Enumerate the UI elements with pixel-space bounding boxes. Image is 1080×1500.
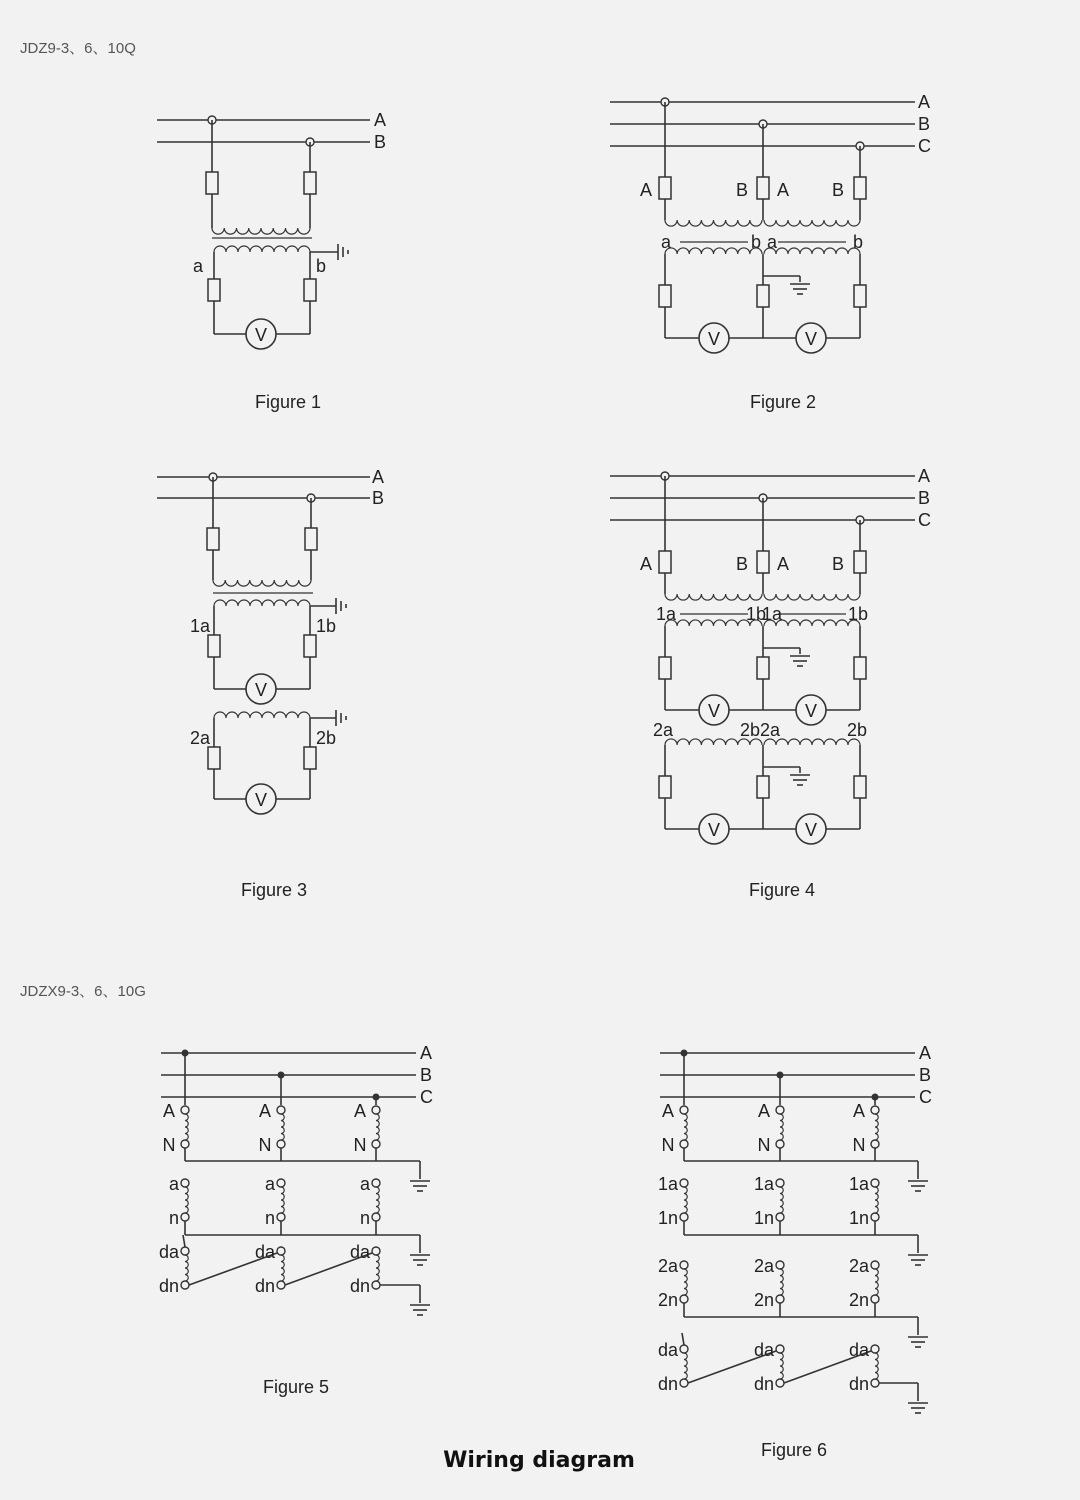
- voltmeter-label: V: [707, 701, 721, 721]
- terminal-dot: [871, 1345, 879, 1353]
- terminal-label: dn: [848, 1374, 869, 1394]
- winding-coil: [185, 1255, 188, 1281]
- terminal-label: B: [831, 180, 845, 200]
- terminal-label: A: [852, 1101, 866, 1121]
- section-model-1: JDZ9-3、6、10Q: [20, 40, 136, 57]
- terminal-label: da: [158, 1242, 179, 1262]
- fuse-icon: [757, 776, 769, 798]
- voltmeter-label: V: [804, 701, 818, 721]
- terminal-dot: [680, 1261, 688, 1269]
- terminal-dot: [277, 1247, 285, 1255]
- bus-label: B: [918, 114, 931, 134]
- winding-coil: [214, 246, 310, 252]
- terminal-dot: [776, 1213, 784, 1221]
- terminal-label: A: [162, 1101, 176, 1121]
- terminal-label: N: [852, 1135, 866, 1155]
- terminal-label: 2n: [848, 1290, 869, 1310]
- wire: [682, 1333, 684, 1345]
- terminal-dot: [871, 1213, 879, 1221]
- fuse-icon: [304, 635, 316, 657]
- winding-coil: [212, 228, 310, 234]
- fuse-icon: [208, 279, 220, 301]
- terminal-dot: [680, 1379, 688, 1387]
- bus-label: A: [919, 1043, 932, 1063]
- fuse-icon: [206, 172, 218, 194]
- winding-coil: [780, 1353, 783, 1379]
- winding-coil: [281, 1255, 284, 1281]
- winding-coil: [764, 220, 860, 226]
- terminal-label: N: [258, 1135, 272, 1155]
- terminal-label: 2a: [652, 720, 674, 740]
- fuse-icon: [854, 285, 866, 307]
- winding-coil: [185, 1114, 188, 1140]
- fuse-icon: [208, 635, 220, 657]
- terminal-label: 2a: [848, 1256, 869, 1276]
- terminal-dot: [871, 1179, 879, 1187]
- winding-coil: [780, 1187, 783, 1213]
- fuse-icon: [208, 747, 220, 769]
- figure-4: [610, 466, 931, 844]
- terminal-label: 1a: [753, 1174, 774, 1194]
- terminal-dot: [277, 1106, 285, 1114]
- bus-label: C: [918, 510, 931, 530]
- terminal-label: A: [639, 554, 653, 574]
- terminal-label: 1a: [189, 616, 211, 636]
- fuse-icon: [304, 172, 316, 194]
- terminal-label: 1b: [315, 616, 337, 636]
- terminal-dot: [372, 1247, 380, 1255]
- terminal-dot: [871, 1295, 879, 1303]
- fuse-icon: [659, 177, 671, 199]
- terminal-label: 2a: [189, 728, 211, 748]
- terminal-label: 1b: [745, 604, 767, 624]
- terminal-dot: [776, 1106, 784, 1114]
- fuse-icon: [757, 177, 769, 199]
- bus-label: B: [372, 488, 385, 508]
- terminal-label: A: [258, 1101, 272, 1121]
- terminal-label: 1n: [753, 1208, 774, 1228]
- terminal-label: n: [168, 1208, 179, 1228]
- terminal-label: da: [848, 1340, 869, 1360]
- winding-coil: [376, 1114, 379, 1140]
- bus-label: C: [919, 1087, 932, 1107]
- terminal-label: 2a: [759, 720, 781, 740]
- bus-label: B: [420, 1065, 433, 1085]
- terminal-label: a: [192, 256, 204, 276]
- winding-coil: [665, 594, 762, 600]
- terminal-label: A: [661, 1101, 675, 1121]
- terminal-label: b: [852, 232, 864, 252]
- fuse-icon: [757, 551, 769, 573]
- winding-coil: [281, 1187, 284, 1213]
- fuse-icon: [659, 776, 671, 798]
- figure-1: [157, 110, 386, 349]
- terminal-dot: [181, 1247, 189, 1255]
- terminal-dot: [776, 1140, 784, 1148]
- figure-3: [157, 467, 384, 814]
- terminal-label: dn: [753, 1374, 774, 1394]
- terminal-label: B: [735, 554, 749, 574]
- figure-2-caption: Figure 2: [749, 392, 817, 412]
- terminal-dot: [680, 1295, 688, 1303]
- bus-label: A: [374, 110, 387, 130]
- terminal-dot: [776, 1261, 784, 1269]
- terminal-dot: [372, 1213, 380, 1221]
- winding-coil: [875, 1114, 878, 1140]
- winding-coil: [281, 1114, 284, 1140]
- fuse-icon: [659, 657, 671, 679]
- terminal-label: N: [353, 1135, 367, 1155]
- terminal-dot: [680, 1345, 688, 1353]
- fuse-icon: [757, 657, 769, 679]
- terminal-dot: [871, 1261, 879, 1269]
- terminal-dot: [372, 1140, 380, 1148]
- terminal-label: da: [657, 1340, 678, 1360]
- terminal-label: N: [757, 1135, 771, 1155]
- bus-label: B: [918, 488, 931, 508]
- terminal-dot: [776, 1379, 784, 1387]
- terminal-label: A: [757, 1101, 771, 1121]
- terminal-dot: [372, 1179, 380, 1187]
- terminal-dot: [277, 1140, 285, 1148]
- voltmeter-label: V: [254, 680, 268, 700]
- fuse-icon: [304, 279, 316, 301]
- terminal-dot: [680, 1106, 688, 1114]
- winding-coil: [684, 1114, 687, 1140]
- terminal-label: 2b: [739, 720, 761, 740]
- page-title: Wiring diagram: [443, 1448, 635, 1473]
- terminal-dot: [680, 1213, 688, 1221]
- terminal-dot: [776, 1295, 784, 1303]
- terminal-label: b: [750, 232, 762, 252]
- terminal-label: 1a: [655, 604, 677, 624]
- terminal-dot: [776, 1179, 784, 1187]
- winding-coil: [684, 1269, 687, 1295]
- winding-coil: [780, 1269, 783, 1295]
- winding-coil: [684, 1187, 687, 1213]
- voltmeter-label: V: [707, 329, 721, 349]
- figure-4-caption: Figure 4: [748, 880, 816, 900]
- winding-coil: [376, 1187, 379, 1213]
- winding-coil: [875, 1187, 878, 1213]
- fuse-icon: [854, 776, 866, 798]
- voltmeter-label: V: [804, 820, 818, 840]
- terminal-dot: [181, 1106, 189, 1114]
- terminal-label: 2b: [315, 728, 337, 748]
- terminal-label: da: [349, 1242, 370, 1262]
- winding-coil: [214, 712, 310, 718]
- terminal-dot: [277, 1179, 285, 1187]
- terminal-dot: [181, 1213, 189, 1221]
- winding-coil: [764, 248, 860, 254]
- fuse-icon: [854, 177, 866, 199]
- terminal-label: 2n: [753, 1290, 774, 1310]
- terminal-dot: [181, 1140, 189, 1148]
- bus-label: A: [918, 466, 931, 486]
- winding-coil: [376, 1255, 379, 1281]
- fuse-icon: [207, 528, 219, 550]
- terminal-label: dn: [158, 1276, 179, 1296]
- terminal-dot: [680, 1140, 688, 1148]
- terminal-label: dn: [349, 1276, 370, 1296]
- terminal-label: 1n: [848, 1208, 869, 1228]
- terminal-label: a: [766, 232, 778, 252]
- fuse-icon: [304, 747, 316, 769]
- terminal-label: B: [831, 554, 845, 574]
- terminal-label: a: [359, 1174, 370, 1194]
- terminal-label: N: [162, 1135, 176, 1155]
- winding-coil: [764, 594, 860, 600]
- fuse-icon: [757, 285, 769, 307]
- terminal-dot: [277, 1213, 285, 1221]
- figure-6-caption: Figure 6: [760, 1440, 828, 1460]
- bus-label: C: [420, 1087, 433, 1107]
- terminal-label: 1n: [657, 1208, 678, 1228]
- terminal-label: dn: [254, 1276, 275, 1296]
- terminal-label: 1b: [847, 604, 869, 624]
- figure-2: [610, 92, 931, 353]
- winding-coil: [780, 1114, 783, 1140]
- bus-label: C: [918, 136, 931, 156]
- terminal-label: 1a: [761, 604, 783, 624]
- terminal-label: n: [359, 1208, 370, 1228]
- terminal-dot: [871, 1379, 879, 1387]
- voltmeter-label: V: [254, 325, 268, 345]
- voltmeter-label: V: [707, 820, 721, 840]
- bus-label: A: [420, 1043, 433, 1063]
- terminal-label: b: [315, 256, 327, 276]
- terminal-label: a: [660, 232, 672, 252]
- terminal-label: 2n: [657, 1290, 678, 1310]
- terminal-label: da: [254, 1242, 275, 1262]
- terminal-dot: [277, 1281, 285, 1289]
- terminal-dot: [871, 1106, 879, 1114]
- voltmeter-label: V: [804, 329, 818, 349]
- figure-3-caption: Figure 3: [240, 880, 308, 900]
- bus-label: B: [374, 132, 387, 152]
- terminal-label: n: [264, 1208, 275, 1228]
- terminal-label: a: [168, 1174, 179, 1194]
- winding-coil: [684, 1353, 687, 1379]
- fuse-icon: [854, 657, 866, 679]
- figure-5: [159, 1043, 433, 1315]
- fuse-icon: [305, 528, 317, 550]
- winding-coil: [665, 248, 762, 254]
- terminal-label: 2a: [657, 1256, 678, 1276]
- terminal-label: 1a: [657, 1174, 678, 1194]
- terminal-dot: [372, 1106, 380, 1114]
- terminal-label: A: [639, 180, 653, 200]
- winding-coil: [665, 220, 762, 226]
- fuse-icon: [659, 285, 671, 307]
- terminal-dot: [776, 1345, 784, 1353]
- bus-label: A: [918, 92, 931, 112]
- figure-6: [658, 1043, 932, 1413]
- wire: [183, 1235, 185, 1247]
- terminal-label: 2a: [753, 1256, 774, 1276]
- fuse-icon: [659, 551, 671, 573]
- winding-coil: [875, 1353, 878, 1379]
- terminal-dot: [181, 1281, 189, 1289]
- terminal-label: A: [353, 1101, 367, 1121]
- terminal-label: dn: [657, 1374, 678, 1394]
- winding-coil: [213, 580, 311, 586]
- section-model-2: JDZX9-3、6、10G: [20, 983, 146, 1000]
- terminal-dot: [181, 1179, 189, 1187]
- terminal-label: a: [264, 1174, 275, 1194]
- terminal-label: A: [776, 180, 790, 200]
- figure-1-caption: Figure 1: [254, 392, 322, 412]
- bus-label: B: [919, 1065, 932, 1085]
- winding-coil: [214, 600, 310, 606]
- terminal-dot: [871, 1140, 879, 1148]
- terminal-label: B: [735, 180, 749, 200]
- terminal-dot: [372, 1281, 380, 1289]
- voltmeter-label: V: [254, 790, 268, 810]
- terminal-label: A: [776, 554, 790, 574]
- terminal-label: 2b: [846, 720, 868, 740]
- terminal-dot: [680, 1179, 688, 1187]
- winding-coil: [185, 1187, 188, 1213]
- bus-label: A: [372, 467, 385, 487]
- terminal-label: N: [661, 1135, 675, 1155]
- terminal-label: da: [753, 1340, 774, 1360]
- fuse-icon: [854, 551, 866, 573]
- figure-5-caption: Figure 5: [262, 1377, 330, 1397]
- winding-coil: [875, 1269, 878, 1295]
- terminal-label: 1a: [848, 1174, 869, 1194]
